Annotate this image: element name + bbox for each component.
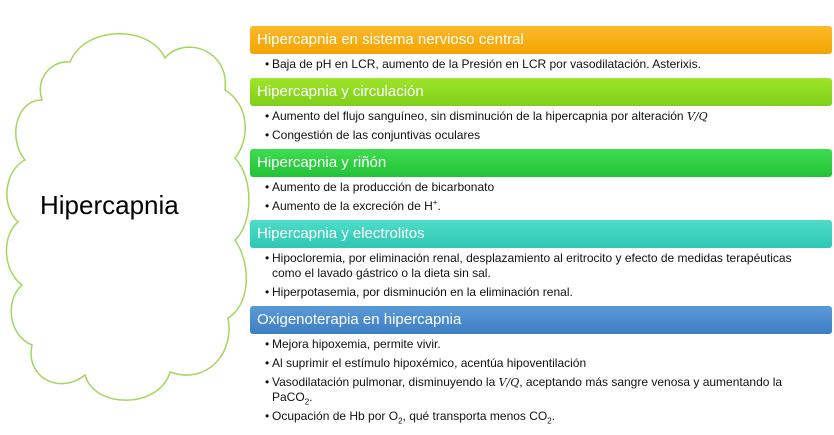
- bullet-icon: •: [265, 180, 270, 194]
- sections-list: [250, 26, 834, 430]
- item-text: .: [437, 199, 441, 213]
- item-text: Congestión de las conjuntivas oculares: [272, 128, 481, 142]
- bullet-item: [250, 57, 792, 72]
- item-text: Hiperpotasemia, por disminución en la eliminación renal.: [272, 285, 573, 299]
- item-text: , qué transporta menos CO: [402, 409, 548, 423]
- item-text: Ocupación de Hb por O: [272, 409, 399, 423]
- item-text: Baja de pH en LCR, aumento de la Presión en LCR por vasodilatación. Asterixis.: [272, 57, 701, 71]
- bullet-icon: •: [265, 128, 270, 142]
- formula-part: 2: [547, 416, 552, 426]
- formula-part: V/Q: [686, 110, 708, 123]
- bullet-item: [250, 180, 792, 195]
- central-topic-label: Hipercapnia: [40, 190, 179, 220]
- bullet-item: [250, 337, 792, 352]
- section-header: Oxigenoterapia en hipercapnia: [250, 306, 832, 334]
- bullet-icon: •: [265, 375, 270, 389]
- section-5: [250, 306, 834, 430]
- item-text: .: [551, 409, 556, 423]
- formula-part: 2: [398, 416, 403, 426]
- bullet-item: [250, 375, 792, 405]
- formula-part: +: [432, 198, 438, 207]
- bullet-item: [250, 199, 792, 214]
- item-text: Aumento de la producción de bicarbonato: [272, 180, 495, 194]
- bullet-icon: •: [265, 251, 270, 265]
- item-text: .: [309, 390, 313, 404]
- section-2: [250, 78, 834, 149]
- bullet-icon: •: [265, 409, 270, 423]
- item-text: Hipocloremia, por eliminación renal, desplazamiento al eritrocito y efecto de medidas terapéuticas como el lavado gástrico o la dieta sin sal.: [272, 251, 792, 280]
- section-items: [250, 106, 834, 149]
- bullet-item: [250, 251, 792, 281]
- bullet-item: [250, 109, 792, 124]
- bullet-icon: •: [265, 337, 270, 351]
- formula-part: V/Q: [498, 376, 520, 389]
- section-items: [250, 177, 834, 220]
- section-3: [250, 149, 834, 220]
- bullet-icon: •: [265, 199, 270, 213]
- item-text: Aumento de la excreción de H: [272, 199, 433, 213]
- bullet-icon: •: [265, 57, 270, 71]
- bullet-item: [250, 128, 792, 143]
- item-text: Al suprimir el estímulo hipoxémico, acentúa hipoventilación: [272, 356, 587, 370]
- section-header: Hipercapnia en sistema nervioso central: [250, 26, 832, 54]
- item-text: Aumento del flujo sanguíneo, sin disminución de la hipercapnia por alteración: [272, 109, 687, 123]
- bullet-item: [250, 409, 792, 424]
- section-items: [250, 54, 834, 78]
- item-text: Mejora hipoxemia, permite vivir.: [272, 337, 441, 351]
- section-header: Hipercapnia y electrolitos: [250, 220, 832, 248]
- section-items: [250, 334, 834, 430]
- section-header: Hipercapnia y circulación: [250, 78, 832, 106]
- section-items: [250, 248, 834, 306]
- bullet-item: [250, 285, 792, 300]
- bullet-icon: •: [265, 285, 270, 299]
- section-4: [250, 220, 834, 306]
- bullet-item: [250, 356, 792, 371]
- section-1: [250, 26, 834, 78]
- bullet-icon: •: [265, 109, 270, 123]
- section-header: Hipercapnia y riñón: [250, 149, 832, 177]
- item-text: Vasodilatación pulmonar, disminuyendo la: [272, 375, 499, 389]
- bullet-icon: •: [265, 356, 270, 370]
- formula-part: 2: [304, 397, 310, 407]
- item-text: , aceptando más sangre venosa y aumentando la PaCO: [272, 375, 783, 404]
